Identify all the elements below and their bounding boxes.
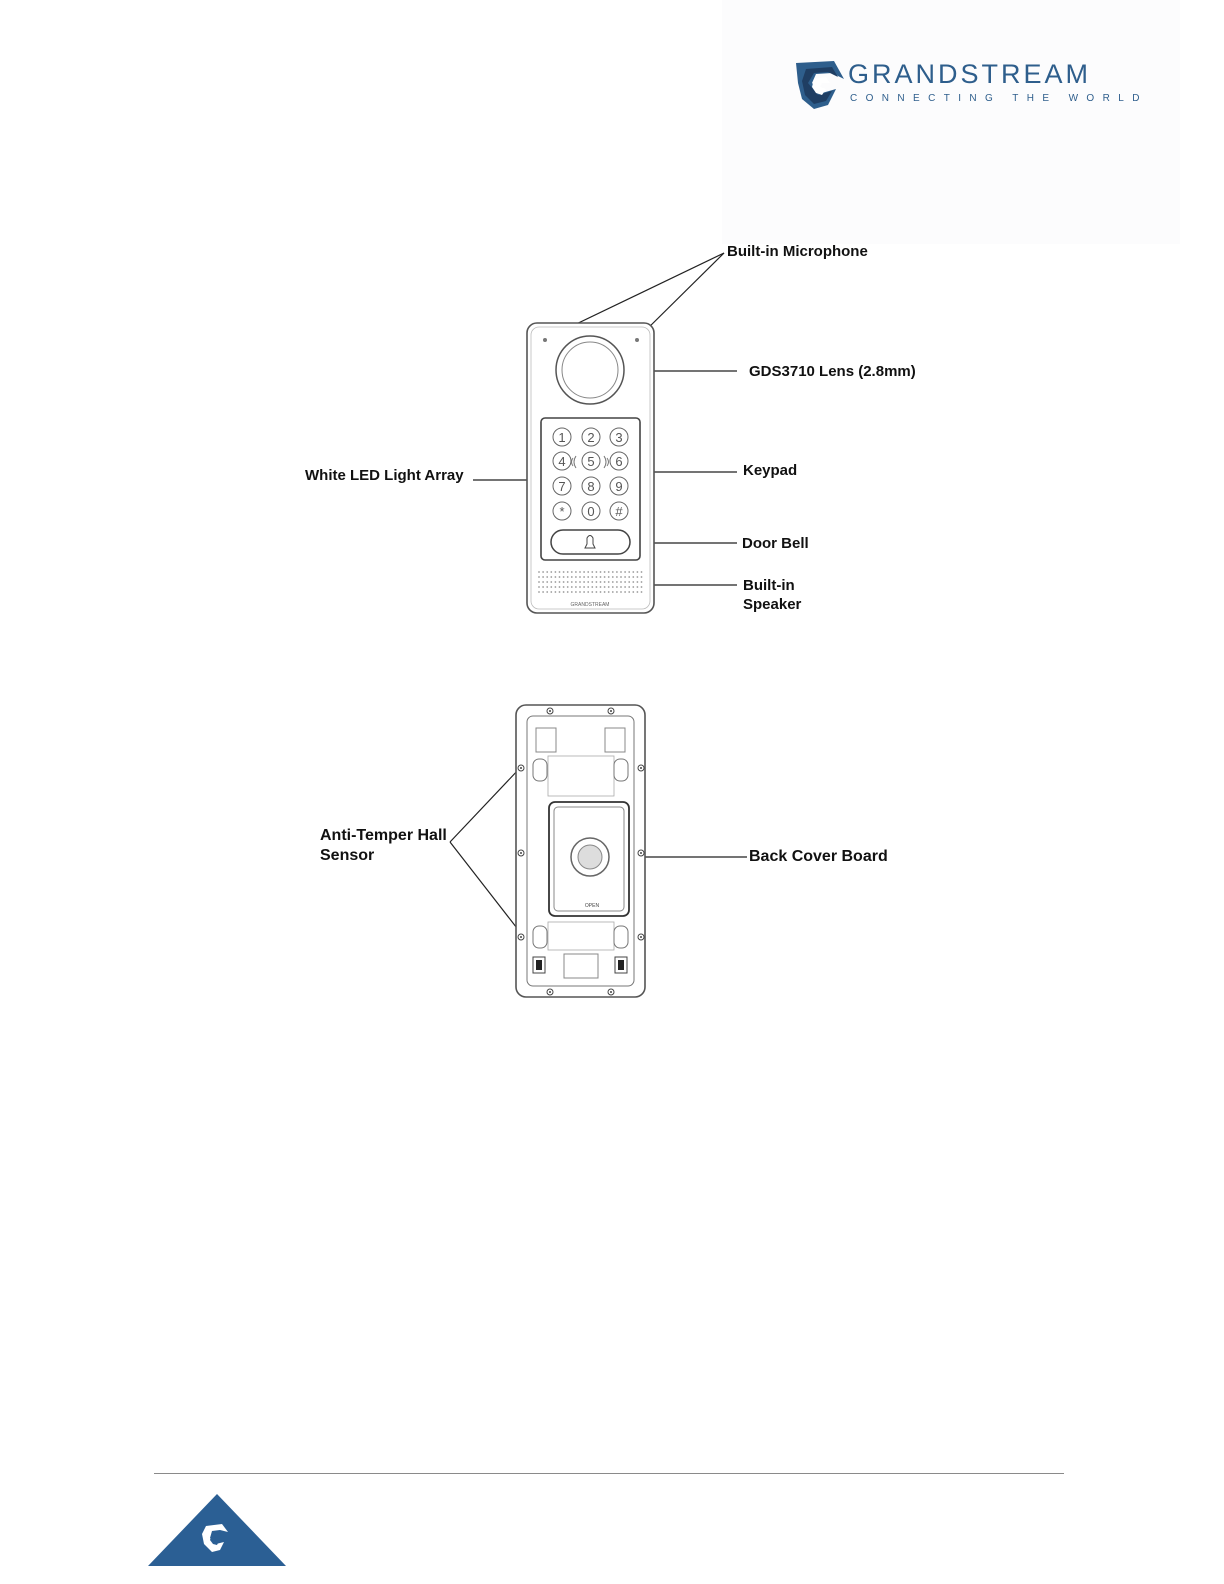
hall-sensor-bottom-right <box>614 926 628 948</box>
speaker-hole <box>587 591 589 593</box>
speaker-hole <box>596 576 598 578</box>
speaker-hole <box>538 591 540 593</box>
front-view-diagram <box>300 240 940 620</box>
screw-center <box>520 767 522 769</box>
label-hall-sensor-line1: Anti-Temper Hall <box>320 827 447 844</box>
speaker-hole <box>637 591 639 593</box>
speaker-hole <box>637 576 639 578</box>
speaker-hole <box>542 571 544 573</box>
speaker-hole <box>542 591 544 593</box>
speaker-hole <box>571 591 573 593</box>
speaker-hole <box>583 571 585 573</box>
speaker-hole <box>596 571 598 573</box>
speaker-hole <box>546 581 548 583</box>
speaker-hole <box>583 586 585 588</box>
speaker-hole <box>637 586 639 588</box>
speaker-hole <box>616 576 618 578</box>
speaker-hole <box>555 591 557 593</box>
speaker-hole <box>624 581 626 583</box>
speaker-hole <box>583 576 585 578</box>
speaker-hole <box>616 586 618 588</box>
speaker-hole <box>579 586 581 588</box>
screw-center <box>610 991 612 993</box>
label-speaker-line1: Built-in <box>743 577 795 594</box>
speaker-hole <box>579 591 581 593</box>
speaker-hole <box>620 591 622 593</box>
speaker-hole <box>624 591 626 593</box>
speaker-hole <box>608 571 610 573</box>
speaker-hole <box>612 581 614 583</box>
speaker-hole <box>628 586 630 588</box>
keypad-key-label: 7 <box>558 479 566 494</box>
header-panel <box>722 0 1180 244</box>
speaker-hole <box>559 586 561 588</box>
speaker-hole <box>600 586 602 588</box>
speaker-hole <box>612 576 614 578</box>
front-device <box>527 323 654 613</box>
screw-center <box>610 710 612 712</box>
speaker-hole <box>604 581 606 583</box>
speaker-hole <box>616 591 618 593</box>
screw-center <box>549 991 551 993</box>
speaker-hole <box>608 576 610 578</box>
speaker-hole <box>591 576 593 578</box>
label-led: White LED Light Array <box>305 467 464 484</box>
speaker-hole <box>600 581 602 583</box>
speaker-hole <box>604 576 606 578</box>
speaker-hole <box>579 581 581 583</box>
speaker-hole <box>632 591 634 593</box>
speaker-hole <box>563 576 565 578</box>
brand-tagline: CONNECTING THE WORLD <box>850 93 1148 104</box>
speaker-hole <box>563 586 565 588</box>
microphone-right <box>635 338 639 342</box>
screw-center <box>520 936 522 938</box>
keypad-key-label: 8 <box>587 479 595 494</box>
speaker-hole <box>587 571 589 573</box>
speaker-hole <box>555 571 557 573</box>
speaker-hole <box>641 571 643 573</box>
hall-sensor-bottom-left <box>533 926 547 948</box>
speaker-hole <box>591 571 593 573</box>
label-back-cover: Back Cover Board <box>749 848 888 865</box>
speaker-hole <box>567 571 569 573</box>
door-bell-button <box>551 530 630 554</box>
speaker-hole <box>546 571 548 573</box>
speaker-hole <box>637 571 639 573</box>
speaker-hole <box>546 586 548 588</box>
speaker-hole <box>641 581 643 583</box>
speaker-hole <box>604 591 606 593</box>
speaker-hole <box>579 571 581 573</box>
speaker-hole <box>620 586 622 588</box>
speaker-hole <box>550 571 552 573</box>
label-hall-sensor <box>320 826 447 866</box>
device-brand-print: GRANDSTREAM <box>570 602 610 608</box>
speaker-hole <box>575 591 577 593</box>
speaker-hole <box>612 586 614 588</box>
keypad-key-label: 6 <box>615 454 623 469</box>
keypad-key-label: 4 <box>558 454 566 469</box>
speaker-hole <box>600 576 602 578</box>
speaker-hole <box>542 581 544 583</box>
speaker-hole <box>587 586 589 588</box>
speaker-hole <box>608 591 610 593</box>
speaker-hole <box>546 591 548 593</box>
speaker-hole <box>538 581 540 583</box>
open-print: OPEN <box>584 903 600 909</box>
screw-center <box>640 767 642 769</box>
speaker-hole <box>583 591 585 593</box>
speaker-hole <box>550 591 552 593</box>
label-microphone: Built-in Microphone <box>727 243 868 260</box>
speaker-hole <box>575 586 577 588</box>
speaker-hole <box>538 576 540 578</box>
speaker-hole <box>550 576 552 578</box>
speaker-hole <box>542 586 544 588</box>
speaker-hole <box>575 581 577 583</box>
grandstream-logo-icon <box>792 57 848 113</box>
label-speaker-line2: Speaker <box>743 596 802 613</box>
speaker-hole <box>591 591 593 593</box>
speaker-hole <box>628 591 630 593</box>
back-device <box>516 705 645 997</box>
speaker-hole <box>587 576 589 578</box>
speaker-hole <box>563 571 565 573</box>
speaker-hole <box>596 591 598 593</box>
microphone-left <box>543 338 547 342</box>
speaker-hole <box>542 576 544 578</box>
speaker-hole <box>559 571 561 573</box>
speaker-hole <box>596 581 598 583</box>
label-hall-sensor-line2: Sensor <box>320 847 375 864</box>
speaker-hole <box>624 571 626 573</box>
label-speaker <box>743 576 801 614</box>
keypad-key-label: 0 <box>587 504 595 519</box>
speaker-hole <box>604 586 606 588</box>
keypad-key-label: # <box>615 504 623 519</box>
footer-logo-icon <box>148 1494 286 1566</box>
speaker-hole <box>550 581 552 583</box>
speaker-hole <box>538 571 540 573</box>
keypad-key-label: 3 <box>615 430 623 445</box>
speaker-hole <box>559 581 561 583</box>
speaker-hole <box>571 576 573 578</box>
speaker-hole <box>555 586 557 588</box>
speaker-hole <box>637 581 639 583</box>
speaker-hole <box>628 571 630 573</box>
speaker-hole <box>571 581 573 583</box>
screw-center <box>520 852 522 854</box>
speaker-hole <box>620 581 622 583</box>
hall-sensor-top-left <box>533 759 547 781</box>
screw-center <box>549 710 551 712</box>
speaker-hole <box>620 576 622 578</box>
keypad-key-label: 1 <box>558 430 566 445</box>
speaker-hole <box>567 581 569 583</box>
footer-divider <box>154 1473 1064 1474</box>
speaker-hole <box>583 581 585 583</box>
grandstream-logo <box>790 55 1148 115</box>
speaker-hole <box>538 586 540 588</box>
speaker-hole <box>591 581 593 583</box>
label-keypad: Keypad <box>743 462 798 479</box>
speaker-hole <box>641 576 643 578</box>
speaker-hole <box>616 571 618 573</box>
speaker-hole <box>567 586 569 588</box>
speaker-hole <box>628 576 630 578</box>
speaker-hole <box>632 581 634 583</box>
lens-inner <box>562 342 618 398</box>
screw-center <box>640 852 642 854</box>
speaker-hole <box>579 576 581 578</box>
speaker-hole <box>608 586 610 588</box>
speaker-hole <box>632 576 634 578</box>
speaker-hole <box>620 571 622 573</box>
speaker-hole <box>600 591 602 593</box>
speaker-hole <box>604 571 606 573</box>
speaker-hole <box>632 571 634 573</box>
speaker-hole <box>641 591 643 593</box>
speaker-hole <box>575 571 577 573</box>
speaker-hole <box>612 571 614 573</box>
speaker-hole <box>571 571 573 573</box>
speaker-hole <box>612 591 614 593</box>
speaker-hole <box>624 586 626 588</box>
speaker-hole <box>575 576 577 578</box>
brand-name: GRANDSTREAM <box>848 59 1092 89</box>
speaker-hole <box>624 576 626 578</box>
speaker-hole <box>632 586 634 588</box>
speaker-hole <box>608 581 610 583</box>
speaker-hole <box>546 576 548 578</box>
speaker-hole <box>616 581 618 583</box>
speaker-hole <box>555 581 557 583</box>
speaker-hole <box>550 586 552 588</box>
speaker-hole <box>596 586 598 588</box>
speaker-hole <box>587 581 589 583</box>
speaker-hole <box>567 576 569 578</box>
keypad-key-label: 2 <box>587 430 595 445</box>
speaker-hole <box>563 591 565 593</box>
hall-sensor-top-right <box>614 759 628 781</box>
speaker-hole <box>563 581 565 583</box>
speaker-hole <box>559 576 561 578</box>
speaker-hole <box>567 591 569 593</box>
label-door-bell: Door Bell <box>742 535 809 552</box>
keypad-key-label: * <box>559 504 565 519</box>
label-lens: GDS3710 Lens (2.8mm) <box>749 363 916 380</box>
speaker-hole <box>641 586 643 588</box>
speaker-hole <box>591 586 593 588</box>
speaker-hole <box>559 591 561 593</box>
keypad-key-label: 5 <box>587 454 595 469</box>
screw-center <box>640 936 642 938</box>
speaker-hole <box>555 576 557 578</box>
speaker-hole <box>600 571 602 573</box>
speaker-hole <box>628 581 630 583</box>
keypad-key-label: 9 <box>615 479 623 494</box>
speaker-hole <box>571 586 573 588</box>
